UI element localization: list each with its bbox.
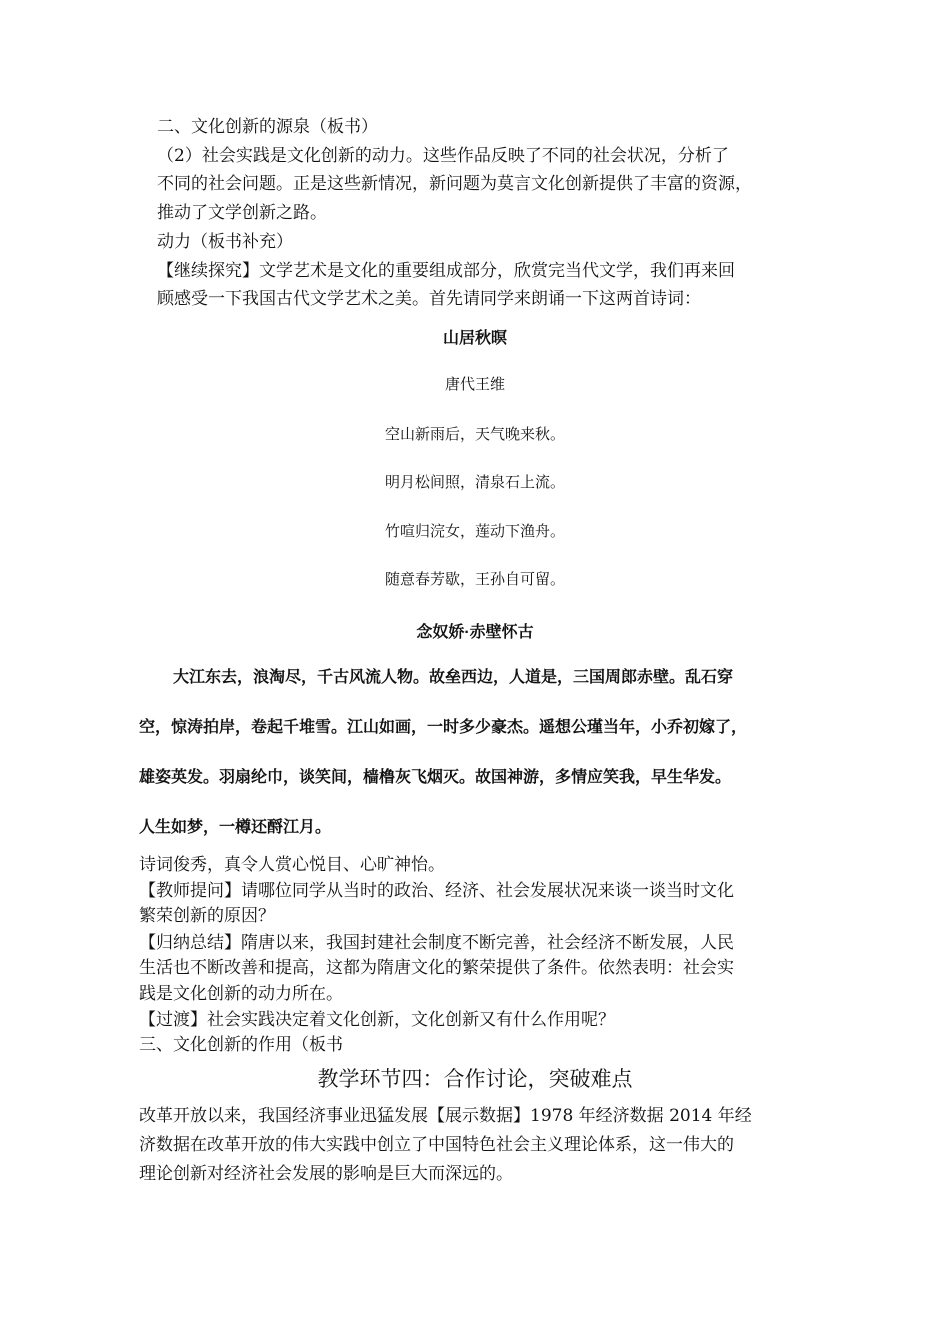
section4-para-line-3: 理论创新对经济社会发展的影响是巨大而深远的。 [139,1164,513,1184]
teacher-question-line-1: 【教师提问】请哪位同学从当时的政治、经济、社会发展状况来谈一谈当时文化 [139,881,734,901]
section3-heading: 三、文化创新的作用（板书 [139,1035,343,1055]
poem2-line-1: 大江东去，浪淘尽，千古风流人物。故垒西边，人道是，三国周郎赤壁。乱石穿 [173,669,734,686]
explore-line-2: 顾感受一下我国古代文学艺术之美。首先请同学来朗诵一下这两首诗词： [157,289,701,309]
poem1-author: 唐代王维 [444,376,505,393]
poem1-line-1: 空山新雨后，天气晚来秋。 [384,426,565,443]
poem1-title: 山居秋暝 [442,330,507,347]
section2-para-line-1: （2）社会实践是文化创新的动力。这些作品反映了不同的社会状况，分析了 [157,146,729,166]
summary-line-1: 【归纳总结】隋唐以来，我国封建社会制度不断完善，社会经济不断发展，人民 [139,933,734,953]
section4-para-line-1: 改革开放以来，我国经济事业迅猛发展【展示数据】1978 年经济数据 2014 年经 [139,1106,752,1126]
summary-line-2: 生活也不断改善和提高，这都为隋唐文化的繁荣提供了条件。依然表明：社会实 [139,958,734,978]
transition-line: 【过渡】社会实践决定着文化创新，文化创新又有什么作用呢？ [139,1010,615,1030]
poem1-line-2: 明月松间照，清泉石上流。 [384,474,565,491]
teacher-question-line-2: 繁荣创新的原因？ [139,906,275,926]
explore-line-1: 【继续探究】文学艺术是文化的重要组成部分，欣赏完当代文学，我们再来回 [157,261,735,281]
section4-title: 教学环节四：合作讨论，突破难点 [317,1067,633,1091]
poem2-line-4: 人生如梦，一樽还酹江月。 [139,819,332,836]
poem1-line-4: 随意春芳歇，王孙自可留。 [384,571,565,588]
poem2-line-2: 空，惊涛拍岸，卷起千堆雪。江山如画，一时多少豪杰。遥想公瑾当年，小乔初嫁了， [139,719,748,736]
praise-line: 诗词俊秀，真令人赏心悦目、心旷神怡。 [139,855,445,875]
poem1-line-3: 竹喧归浣女，莲动下渔舟。 [384,523,565,540]
section2-para-line-2: 不同的社会问题。正是这些新情况，新问题为莫言文化创新提供了丰富的资源， [157,174,752,194]
poem2-line-3: 雄姿英发。羽扇纶巾，谈笑间，樯橹灰飞烟灭。故国神游，多情应笑我，早生华发。 [139,769,732,786]
supplement-note: 动力（板书补充） [157,232,293,252]
summary-line-3: 践是文化创新的动力所在。 [139,984,343,1004]
section2-heading: 二、文化创新的源泉（板书） [157,117,378,137]
section2-para-line-3: 推动了文学创新之路。 [157,203,327,223]
poem2-title: 念奴娇·赤壁怀古 [416,624,534,641]
section4-para-line-2: 济数据在改革开放的伟大实践中创立了中国特色社会主义理论体系，这一伟大的 [139,1135,734,1155]
